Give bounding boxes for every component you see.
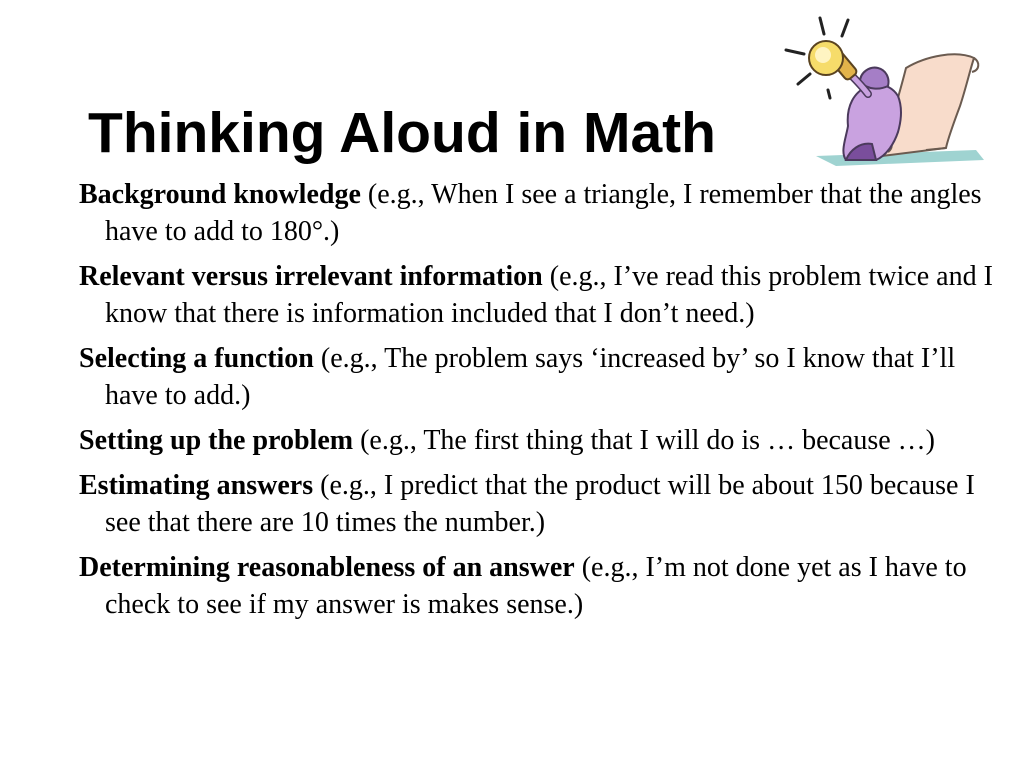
bullet-term: Selecting a function bbox=[79, 343, 314, 374]
bullet-item bbox=[79, 422, 1014, 459]
bullet-term: Estimating answers bbox=[79, 470, 314, 501]
bullet-item bbox=[79, 176, 1014, 250]
slide-title: Thinking Aloud in Math bbox=[88, 101, 716, 165]
bullet-item bbox=[79, 258, 1014, 332]
bullet-item bbox=[79, 467, 1014, 541]
bullet-item bbox=[79, 340, 1014, 414]
bullet-detail: (e.g., The first thing that I will do is … because …) bbox=[353, 425, 935, 456]
bullet-detail: (e.g., I predict that the product will be about 150 because I see that there are 10 times the number.) bbox=[105, 470, 975, 538]
bullet-detail: (e.g., When I see a triangle, I remember that the angles have to add to 180°.) bbox=[105, 179, 982, 247]
bullet-detail: (e.g., The problem says ‘increased by’ so I know that I’ll have to add.) bbox=[105, 343, 956, 411]
bullet-term: Background knowledge bbox=[79, 179, 361, 210]
person-with-flashlight-reading-scroll-icon bbox=[776, 10, 986, 170]
bullet-detail: (e.g., I’ve read this problem twice and I know that there is information included that I don’t need.) bbox=[105, 261, 993, 329]
bullet-item bbox=[79, 549, 1014, 623]
bullet-term: Determining reasonableness of an answer bbox=[79, 552, 575, 583]
bullet-term: Setting up the problem bbox=[79, 425, 354, 456]
bullet-term: Relevant versus irrelevant information bbox=[79, 261, 543, 292]
bullet-detail: (e.g., I’m not done yet as I have to check to see if my answer is makes sense.) bbox=[105, 552, 967, 620]
bullet-list bbox=[79, 176, 1014, 631]
